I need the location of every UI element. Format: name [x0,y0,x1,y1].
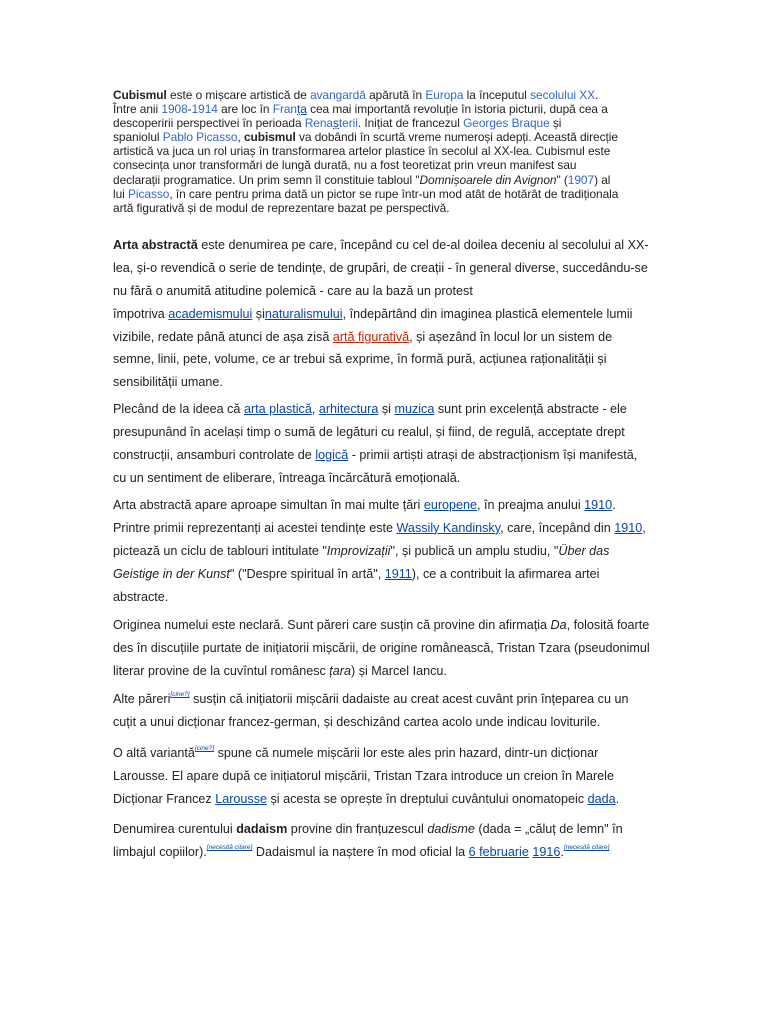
italic-text: țara [329,663,351,678]
text-line [113,614,658,637]
text-run: cu un sentiment de eliberare, întreaga încărcătură emoțională. [113,470,461,485]
text-run: Dadaismul ia naștere în mod oficial la [252,844,469,859]
text-run: " ( [556,172,568,187]
text-run: , în care pentru prima dată un pictor se rupe într-un mod atât de hotărât de tradiționala [169,186,619,201]
text-run: , în preajma anului [477,498,585,512]
inline-link[interactable]: Picasso [128,186,170,201]
text-run: limbajul copiilor). [113,844,207,859]
text-line [113,517,658,540]
text-line [113,257,658,280]
text-run: nu fără o anumită atitudine polemică - care au la bază un protest [113,283,473,298]
text-line [113,88,658,102]
text-line [113,201,658,215]
text-line [113,563,658,586]
text-run: literar provine de la cuvîntul românesc [113,663,330,678]
text-line [113,637,658,660]
inline-link[interactable]: 1914 [191,102,218,117]
text-run: la începutul [463,88,531,102]
inline-link[interactable]: Wassily Kandinsky [396,520,501,535]
text-line [113,841,658,864]
text-line [113,187,658,201]
inline-link[interactable]: 1910 [584,498,613,512]
inline-link[interactable]: 1911 [384,566,412,581]
text-run: Printre primii reprezentanți ai acestei tendințe este [113,520,397,535]
paragraph [113,494,658,608]
text-run: . [615,791,620,806]
text-run: , îndepărtând din imaginea plastică elementele lumii [342,306,633,321]
italic-text: Domnișoarele din Avignon [419,172,557,187]
text-run: . Inițiat de francezul [357,116,464,131]
text-line [113,765,658,788]
citation-needed-note[interactable]: [cine?] [194,745,215,752]
inline-link[interactable]: 1908 [161,102,188,117]
text-run: Plecând de la ideea că [113,402,244,416]
bold-text: Arta abstractă [113,238,198,252]
text-run: apărută în [365,88,426,102]
text-line [113,398,658,421]
text-line [113,173,658,187]
text-run: cea mai importantă revoluție în istoria picturii, după cea a [306,102,608,117]
inline-link[interactable]: 1916 [532,844,561,859]
inline-link[interactable]: Europa [425,88,464,102]
text-run: ) al [594,172,611,187]
text-run: Alte păreri [113,692,171,706]
inline-link[interactable]: academismului [168,306,253,321]
inline-link[interactable]: artă figurativă [332,329,410,344]
text-line [113,711,658,734]
text-run: va dobândi în scurtă vreme numeroși adepți. Această direcție [295,130,618,145]
inline-link[interactable]: Larousse [215,791,267,806]
inline-link[interactable]: logică [315,447,349,462]
inline-link[interactable]: Georges Braque [463,116,550,131]
inline-link[interactable]: avangardă [310,88,366,102]
text-run: Arta abstractă apare aproape simultan în mai multe țări [113,498,424,512]
paragraph [113,234,658,394]
text-run: provine din franțuzescul [287,822,428,836]
text-run: (dada = „căluț de lemn" în [474,822,623,836]
text-run: abstracte. [113,589,169,604]
italic-text: Da [550,618,567,632]
text-run: , [311,402,319,416]
inline-link[interactable]: ța [297,102,307,117]
text-run: , care, începând din [500,520,615,535]
text-line [113,586,658,609]
text-line [113,158,658,172]
text-run: Originea numelui este neclară. Sunt păreri care susțin că provine din afirmația [113,618,551,632]
text-run: spaniolul [113,130,163,145]
text-run: . [560,844,564,859]
text-run: pictează un ciclu de tablouri intitulate " [113,543,327,558]
text-run: , [237,130,244,145]
text-line [113,421,658,444]
italic-text: Über das [558,543,610,558]
inline-link[interactable]: Fran [272,102,297,117]
inline-link[interactable]: Pablo Picasso [162,130,238,145]
paragraph [113,688,658,734]
italic-text: Improvizații [326,543,391,558]
text-run: presupunând în același timp o sumă de legături cu realul, și fiind, de regulă, acceptate drept [113,424,625,439]
text-run: " ("Despre spiritual în artă", [229,566,385,581]
text-line [113,660,658,683]
text-run: des în discuțiile purtate de inițiatorii mișcării, de origine românească, Tristan Tzara (pseudonimul [113,640,650,655]
text-line [113,467,658,490]
paragraph [113,818,658,864]
text-line [113,540,658,563]
text-run: lui [113,186,129,201]
text-line [113,444,658,467]
text-run: , [642,520,646,535]
citation-needed-note[interactable]: [necesită citare] [206,843,253,851]
inline-link[interactable]: dada [587,791,616,806]
text-run: . [612,498,616,512]
text-run: Larousse. El apare după ce inițiatorul mișcării, Tristan Tzara introduce un creion în Marele [113,768,614,783]
text-run: lea, și-o revendică o serie de tendințe, de grupări, de creații - în general diverse, succedându-se [113,260,648,275]
text-run: Între anii [113,102,162,117]
inline-link[interactable]: Rena [304,116,333,131]
text-line [113,326,658,349]
text-run: Denumirea curentului [113,822,237,836]
text-run: și [378,402,395,416]
text-line [113,116,658,130]
inline-link[interactable]: arhitectura [318,402,379,416]
italic-text: dadisme [427,822,475,836]
text-line [113,348,658,371]
text-line [113,303,658,326]
text-run: susțin că inițiatorii mișcării dadaiste au creat acest cuvânt prin înțeparea cu un [189,692,629,706]
text-run: O altă variantă [113,746,195,760]
text-line [113,371,658,394]
text-run: , și așezând în locul lor un sistem de [409,329,613,344]
text-run: construcții, ansamburi controlate de [113,447,316,462]
inline-link[interactable]: terii [338,116,358,131]
text-run: și acesta se oprește în dreptului cuvântului onomatopeic [267,791,588,806]
text-run: declarații programatice. Un prim semn îl constituie tabloul " [113,172,420,187]
text-line [113,280,658,303]
text-run: semne, linii, pete, volume, ce ar trebui să exprime, în formă pură, acțiunea raționalității și [113,352,607,367]
text-line [113,818,658,841]
text-run: ) și Marcel Iancu. [351,663,447,678]
text-line [113,144,658,158]
paragraph-cubism [113,88,658,215]
text-run: are loc în [217,102,273,117]
text-run: împotriva [113,306,169,321]
inline-link[interactable]: muzica [394,402,435,416]
text-run: cuțit a unui dicționar francez-german, și deschizând cartea acolo unde indicau loviturile. [113,714,601,729]
text-line [113,688,658,711]
inline-link[interactable]: ș [333,116,339,131]
text-run: , folosită foarte [566,618,650,632]
inline-link[interactable]: secolului XX [530,88,595,102]
text-line [113,130,658,144]
inline-link[interactable]: 1910 [614,520,643,535]
citation-needed-note[interactable]: [necesită citare] [563,843,610,851]
text-line [113,742,658,765]
bold-text: Cubismul [113,88,167,102]
text-run: sensibilității umane. [113,375,223,390]
text-run: ), ce a contribuit la afirmarea artei [411,566,600,581]
text-line [113,234,658,257]
text-run: și [549,116,562,131]
citation-needed-note[interactable]: [cine?] [170,691,190,698]
text-run: și [252,306,265,321]
paragraph [113,398,658,490]
text-run: - primii artiști atrași de abstracționism își manifestă, [348,447,638,462]
text-run: consecința unor transformări de lungă durată, nu a fost teoretizat prin vreun manifest sau [113,158,577,173]
italic-text: Geistige in der Kunst [113,566,230,581]
text-run: este denumirea pe care, începând cu cel de-al doilea deceniu al secolului al XX- [197,238,649,252]
inline-link[interactable]: 1907 [567,172,595,187]
text-run: vizibile, redate până atunci de așa zisă [113,329,333,344]
inline-link[interactable]: arta plastică [243,402,312,416]
inline-link[interactable]: 6 februarie [468,844,529,859]
text-run: artistică va juca un rol uriaș în transformarea artelor plastice în secolul al XX-lea. Cubismul este [113,144,611,159]
text-run: sunt prin excelență abstracte - ele [434,402,627,416]
bold-text: dadaism [236,822,288,836]
paragraph [113,742,658,811]
text-run: este o mișcare artistică de [166,88,311,102]
text-run: . [595,88,599,102]
inline-link[interactable]: naturalismului [264,306,343,321]
text-run: spune că numele mișcării lor este ales prin hazard, dintr-un dicționar [214,746,599,760]
text-line [113,102,658,116]
text-line [113,494,658,517]
text-line [113,788,658,811]
text-run: Dicționar Francez [113,791,216,806]
text-run: ", și publică un amplu studiu, " [390,543,559,558]
text-run: - [187,102,192,117]
text-run: artă figurativă și de modul de reprezentare bazat pe perspectivă. [113,200,450,215]
bold-text: cubismul [243,130,296,145]
text-run: descoperirii perspectivei în perioada [113,116,305,131]
inline-link[interactable]: europene [423,498,478,512]
paragraph [113,614,658,683]
